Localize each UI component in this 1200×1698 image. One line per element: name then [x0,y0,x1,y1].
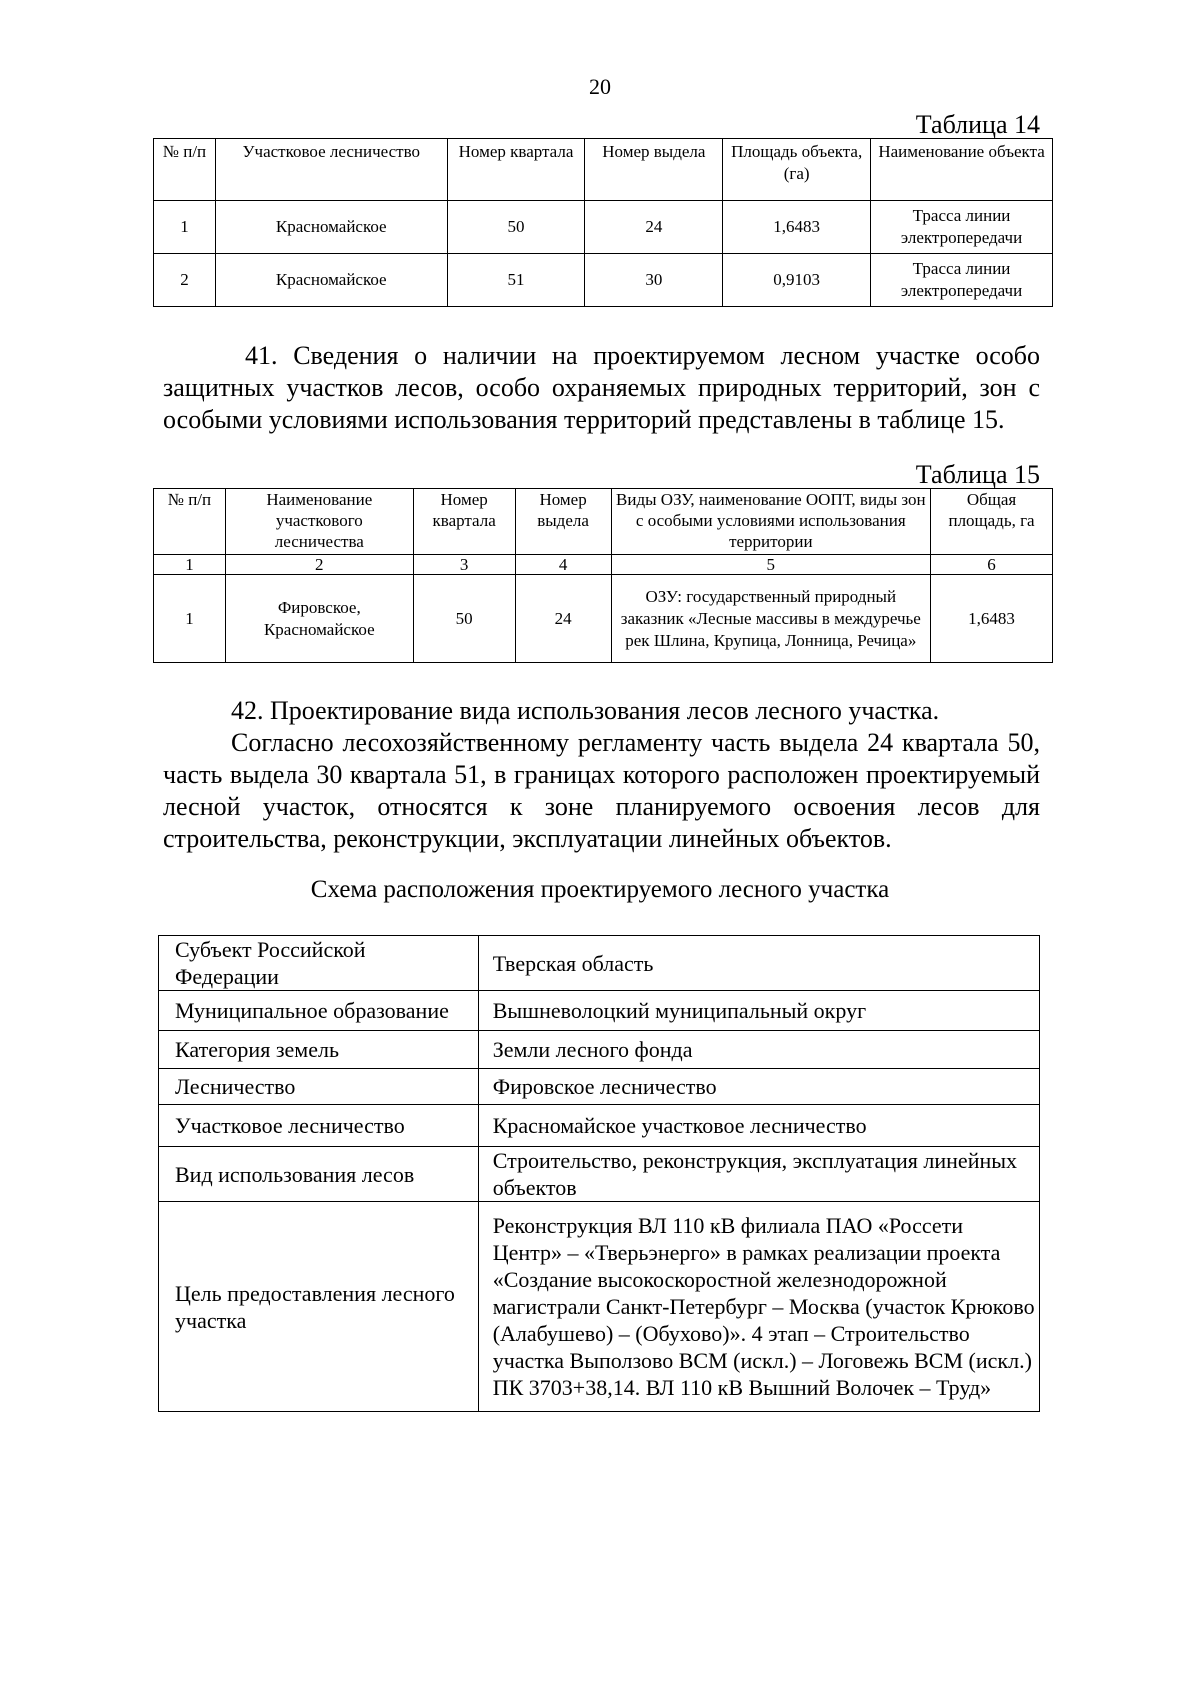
scheme-value: Тверская область [478,936,1039,991]
table15-cell: 24 [515,575,611,663]
scheme-label: Субъект Российской Федерации [159,936,479,991]
table15-column-number: 3 [413,555,515,575]
scheme-value: Земли лесного фонда [478,1031,1039,1069]
table14-caption: Таблица 14 [915,110,1040,139]
table15-header-cell: Виды ОЗУ, наименование ООПТ, виды зон с особыми условиями использования территории [611,489,931,555]
table15-header-row [154,489,1053,555]
table14-header-row [154,139,1053,201]
table15-column-number: 1 [154,555,226,575]
table14-cell: 51 [447,254,585,307]
table14-header-cell: Номер выдела [585,139,723,201]
table14-cell: Трасса линии электропередачи [871,254,1053,307]
table14-header-cell: Наименование объекта [871,139,1053,201]
table14-cell: Красномайское [215,201,447,254]
paragraph-42 [163,695,1040,855]
scheme-label: Цель предоставления лесного участка [159,1202,479,1412]
table-row [159,1105,1040,1147]
table15-column-numbers-row [154,555,1053,575]
table14-cell: 1 [154,201,216,254]
table15-column-number: 2 [225,555,413,575]
table-row [159,1147,1040,1202]
table14-header-cell: № п/п [154,139,216,201]
table15-column-number: 5 [611,555,931,575]
scheme-label: Вид использования лесов [159,1147,479,1202]
table15-header-cell: Номер выдела [515,489,611,555]
scheme-label: Муниципальное образование [159,991,479,1031]
scheme-label: Категория земель [159,1031,479,1069]
scheme-value: Реконструкция ВЛ 110 кВ филиала ПАО «Россети Центр» – «Тверьэнерго» в рамках реализации проекта «Создание высокоскоростной железнодорожной магистрали Санкт-Петербург – Москва (участок Крюково (Алабушево) – (Обухово)». 4 этап – Строительство участка Выползово ВСМ (искл.) – Логовежь ВСМ (искл.) ПК 3703+38,14. ВЛ 110 кВ Вышний Волочек – Труд» [478,1202,1039,1412]
table15-header-cell: Общая площадь, га [931,489,1053,555]
table14-cell: 24 [585,201,723,254]
table-row [154,254,1053,307]
table15-column-number: 4 [515,555,611,575]
table-row [154,575,1053,663]
table15 [153,488,1053,663]
table15-cell: ОЗУ: государственный природный заказник «Лесные массивы в междуречье рек Шлина, Крупица, Лонница, Речица» [611,575,931,663]
table14-header-cell: Площадь объекта, (га) [723,139,871,201]
paragraph-41-text: 41. Сведения о наличии на проектируемом лесном участке особо защитных участков лесов, особо охраняемых природных территорий, зон с особыми условиями использования территорий представлены в таблице 15. [163,341,1040,434]
scheme-value: Строительство, реконструкция, эксплуатация линейных объектов [478,1147,1039,1202]
table-row [159,1069,1040,1105]
table15-cell: 1 [154,575,226,663]
table-row [159,1202,1040,1412]
scheme-value: Фировское лесничество [478,1069,1039,1105]
scheme-label: Участковое лесничество [159,1105,479,1147]
table-row [159,991,1040,1031]
scheme-title: Схема расположения проектируемого лесного участка [310,876,890,903]
table15-header-cell: Номер квартала [413,489,515,555]
table14-cell: 50 [447,201,585,254]
table14-cell: 1,6483 [723,201,871,254]
table14-cell: 30 [585,254,723,307]
table-row [159,936,1040,991]
paragraph-42-body: Согласно лесохозяйственному регламенту часть выдела 24 квартала 50, часть выдела 30 квартала 51, в границах которого расположен проектируемый лесной участок, относятся к зоне планируемого освоения лесов для строительства, реконструкции, эксплуатации линейных объектов. [163,728,1040,853]
table-row [154,201,1053,254]
table15-caption: Таблица 15 [915,460,1040,489]
table14-cell: 2 [154,254,216,307]
paragraph-42-title: 42. Проектирование вида использования лесов лесного участка. [231,696,940,725]
table14-cell: Красномайское [215,254,447,307]
scheme-label: Лесничество [159,1069,479,1105]
table15-cell: 1,6483 [931,575,1053,663]
table15-column-number: 6 [931,555,1053,575]
scheme-value: Красномайское участковое лесничество [478,1105,1039,1147]
scheme-table [158,935,1040,1412]
scheme-value: Вышневолоцкий муниципальный округ [478,991,1039,1031]
table15-header-cell: № п/п [154,489,226,555]
table14-cell: 0,9103 [723,254,871,307]
table15-cell: 50 [413,575,515,663]
table15-header-cell: Наименование участкового лесничества [225,489,413,555]
table-row [159,1031,1040,1069]
table14-header-cell: Участковое лесничество [215,139,447,201]
table14 [153,138,1053,307]
paragraph-41 [163,340,1040,436]
page-number: 20 [589,74,611,99]
table14-cell: Трасса линии электропередачи [871,201,1053,254]
table15-cell: Фировское, Красномайское [225,575,413,663]
table14-header-cell: Номер квартала [447,139,585,201]
